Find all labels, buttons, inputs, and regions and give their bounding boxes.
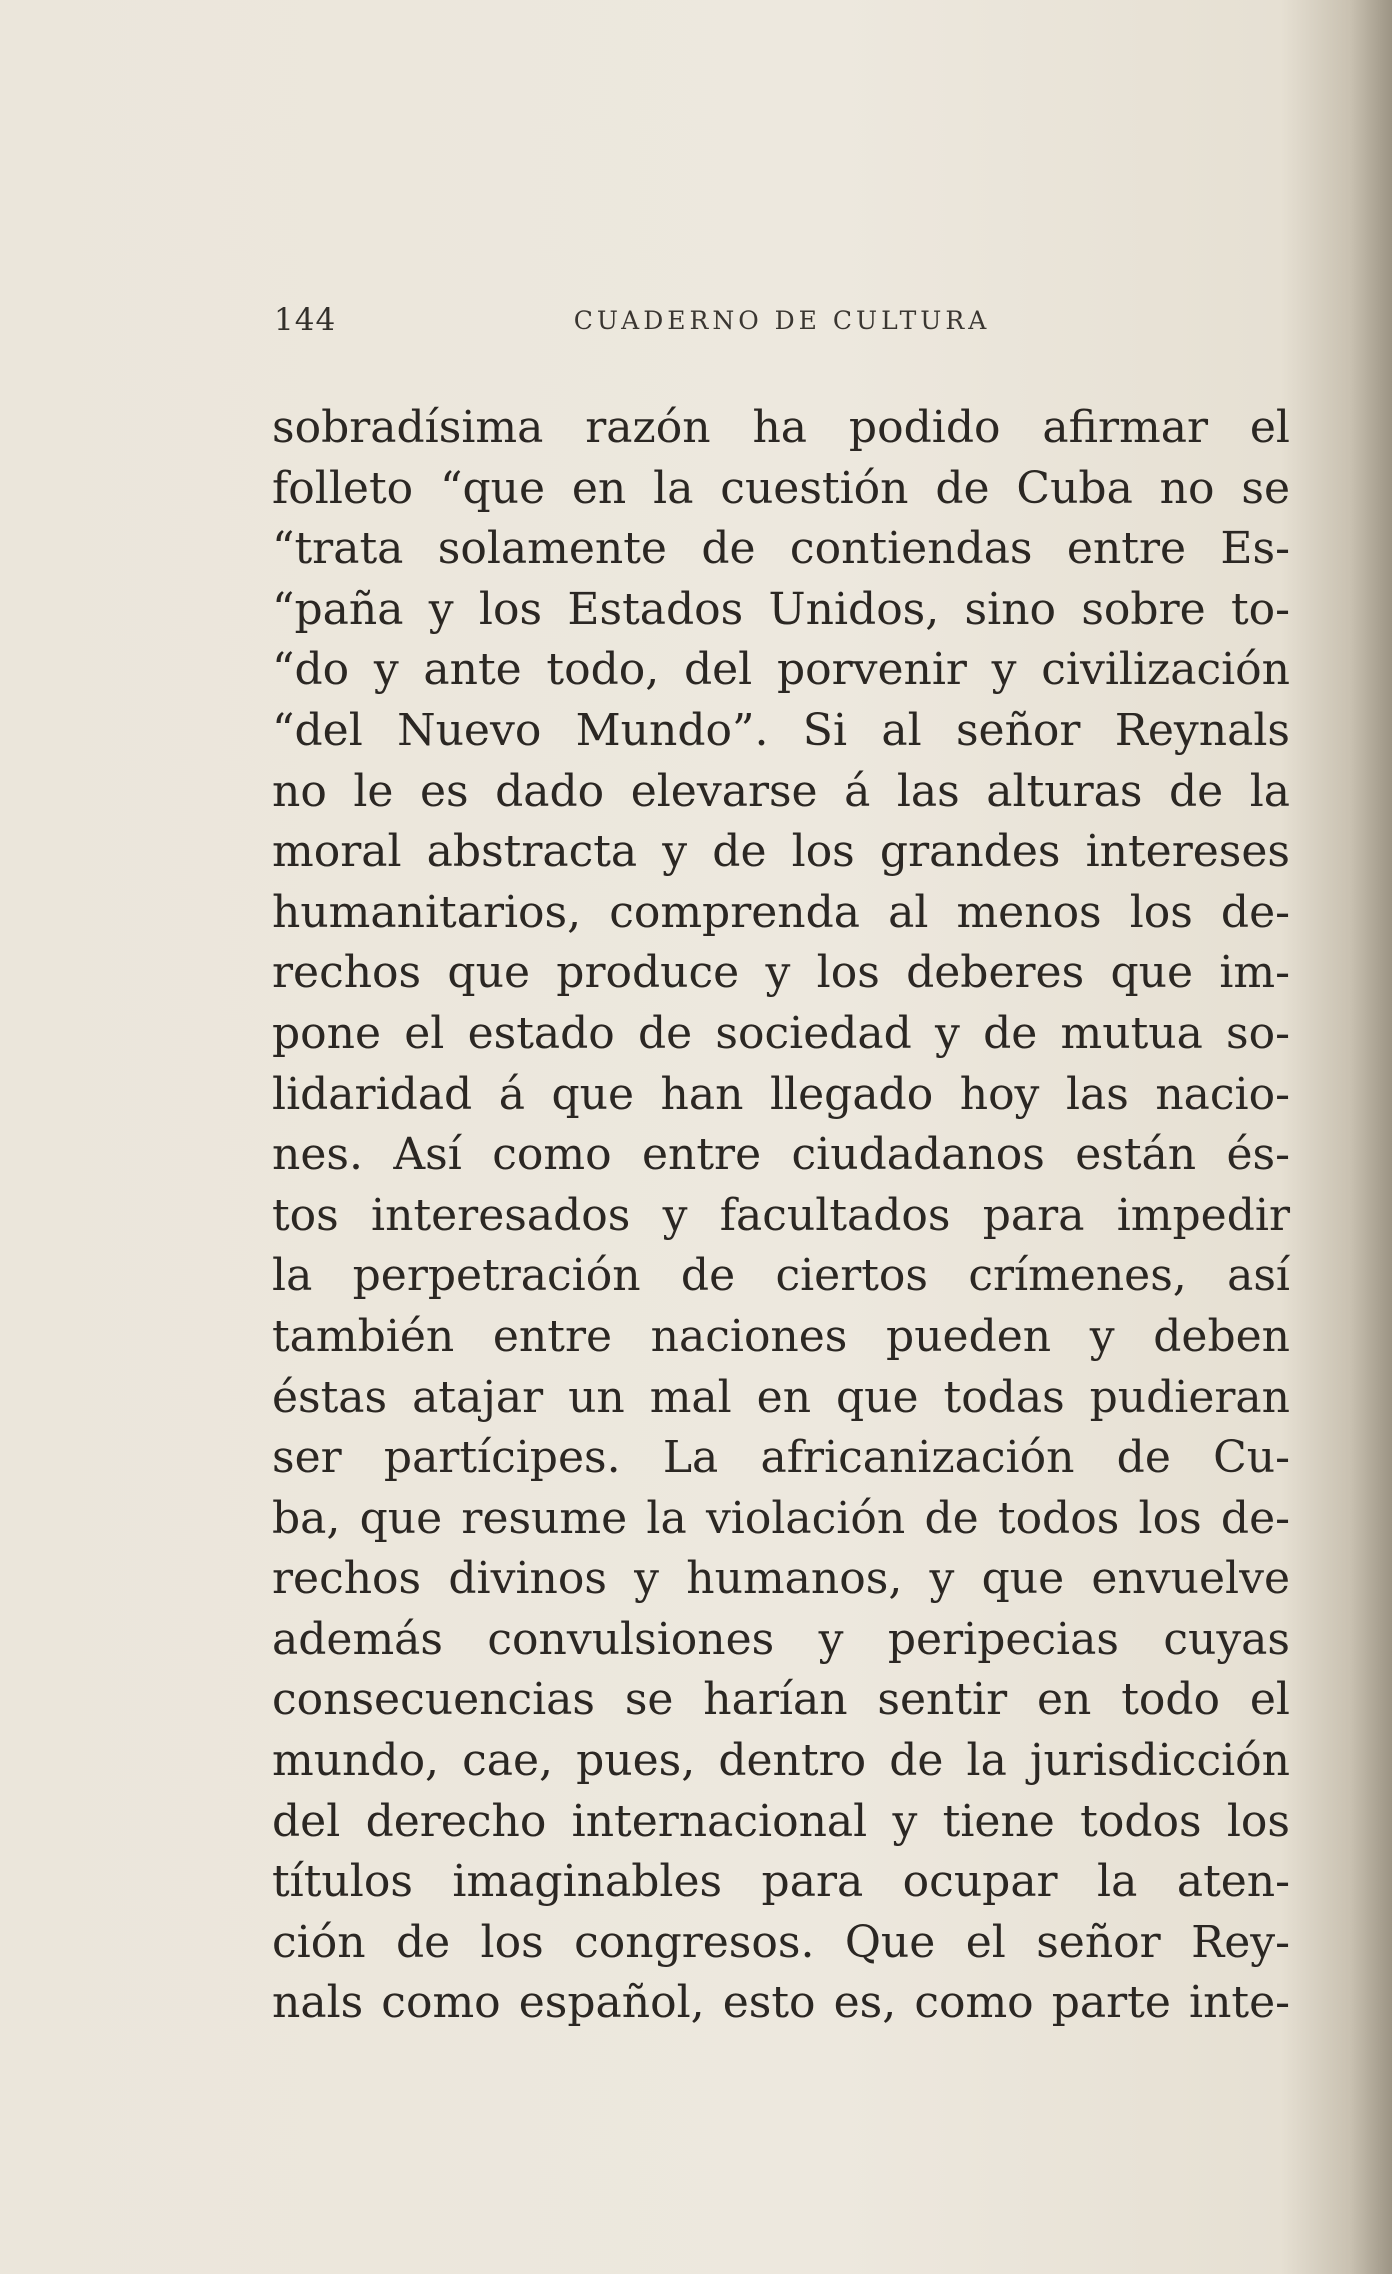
text-line: no le es dado elevarse á las alturas de la (272, 765, 1290, 817)
text-line: la perpetración de ciertos crímenes, así (272, 1250, 1290, 1302)
text-line: éstas atajar un mal en que todas pudieran (272, 1371, 1290, 1423)
text-line: tos interesados y facultados para impedir (272, 1189, 1290, 1241)
text-line: lidaridad á que han llegado hoy las nacio- (272, 1068, 1290, 1120)
text-line: sobradísima razón ha podido afirmar el (272, 402, 1290, 453)
text-line: “trata solamente de contiendas entre Es- (272, 523, 1290, 575)
text-line: consecuencias se harían sentir en todo el (272, 1674, 1290, 1726)
text-line: además convulsiones y peripecias cuyas (272, 1613, 1290, 1665)
running-title: CUADERNO DE CULTURA (573, 306, 991, 335)
text-line: folleto “que en la cuestión de Cuba no se (272, 462, 1290, 514)
text-line: moral abstracta y de los grandes intereses (272, 826, 1290, 878)
text-line: títulos imaginables para ocupar la aten- (272, 1856, 1290, 1908)
text-line: “do y ante todo, del porvenir y civilización (272, 644, 1290, 696)
text-line: del derecho internacional y tiene todos los (272, 1795, 1290, 1847)
text-line: humanitarios, comprenda al menos los de- (272, 886, 1290, 938)
text-line: rechos que produce y los deberes que im- (272, 947, 1290, 999)
text-line: ser partícipes. La africanización de Cu- (272, 1432, 1290, 1484)
body-text (272, 398, 1290, 2034)
text-line: ba, que resume la violación de todos los de- (272, 1492, 1290, 1544)
text-line: rechos divinos y humanos, y que envuelve (272, 1553, 1290, 1605)
running-head (274, 302, 1290, 352)
text-line: nes. Así como entre ciudadanos están és- (272, 1129, 1290, 1181)
text-line: ción de los congresos. Que el señor Rey- (272, 1916, 1290, 1968)
text-line: “del Nuevo Mundo”. Si al señor Reynals (272, 704, 1290, 756)
page-number: 144 (274, 302, 337, 338)
text-line: “paña y los Estados Unidos, sino sobre to- (272, 583, 1290, 635)
text-line: también entre naciones pueden y deben (272, 1310, 1290, 1362)
text-line: pone el estado de sociedad y de mutua so- (272, 1007, 1290, 1059)
text-line: nals como español, esto es, como parte inte- (272, 1977, 1290, 2029)
text-line: mundo, cae, pues, dentro de la jurisdicción (272, 1735, 1290, 1787)
